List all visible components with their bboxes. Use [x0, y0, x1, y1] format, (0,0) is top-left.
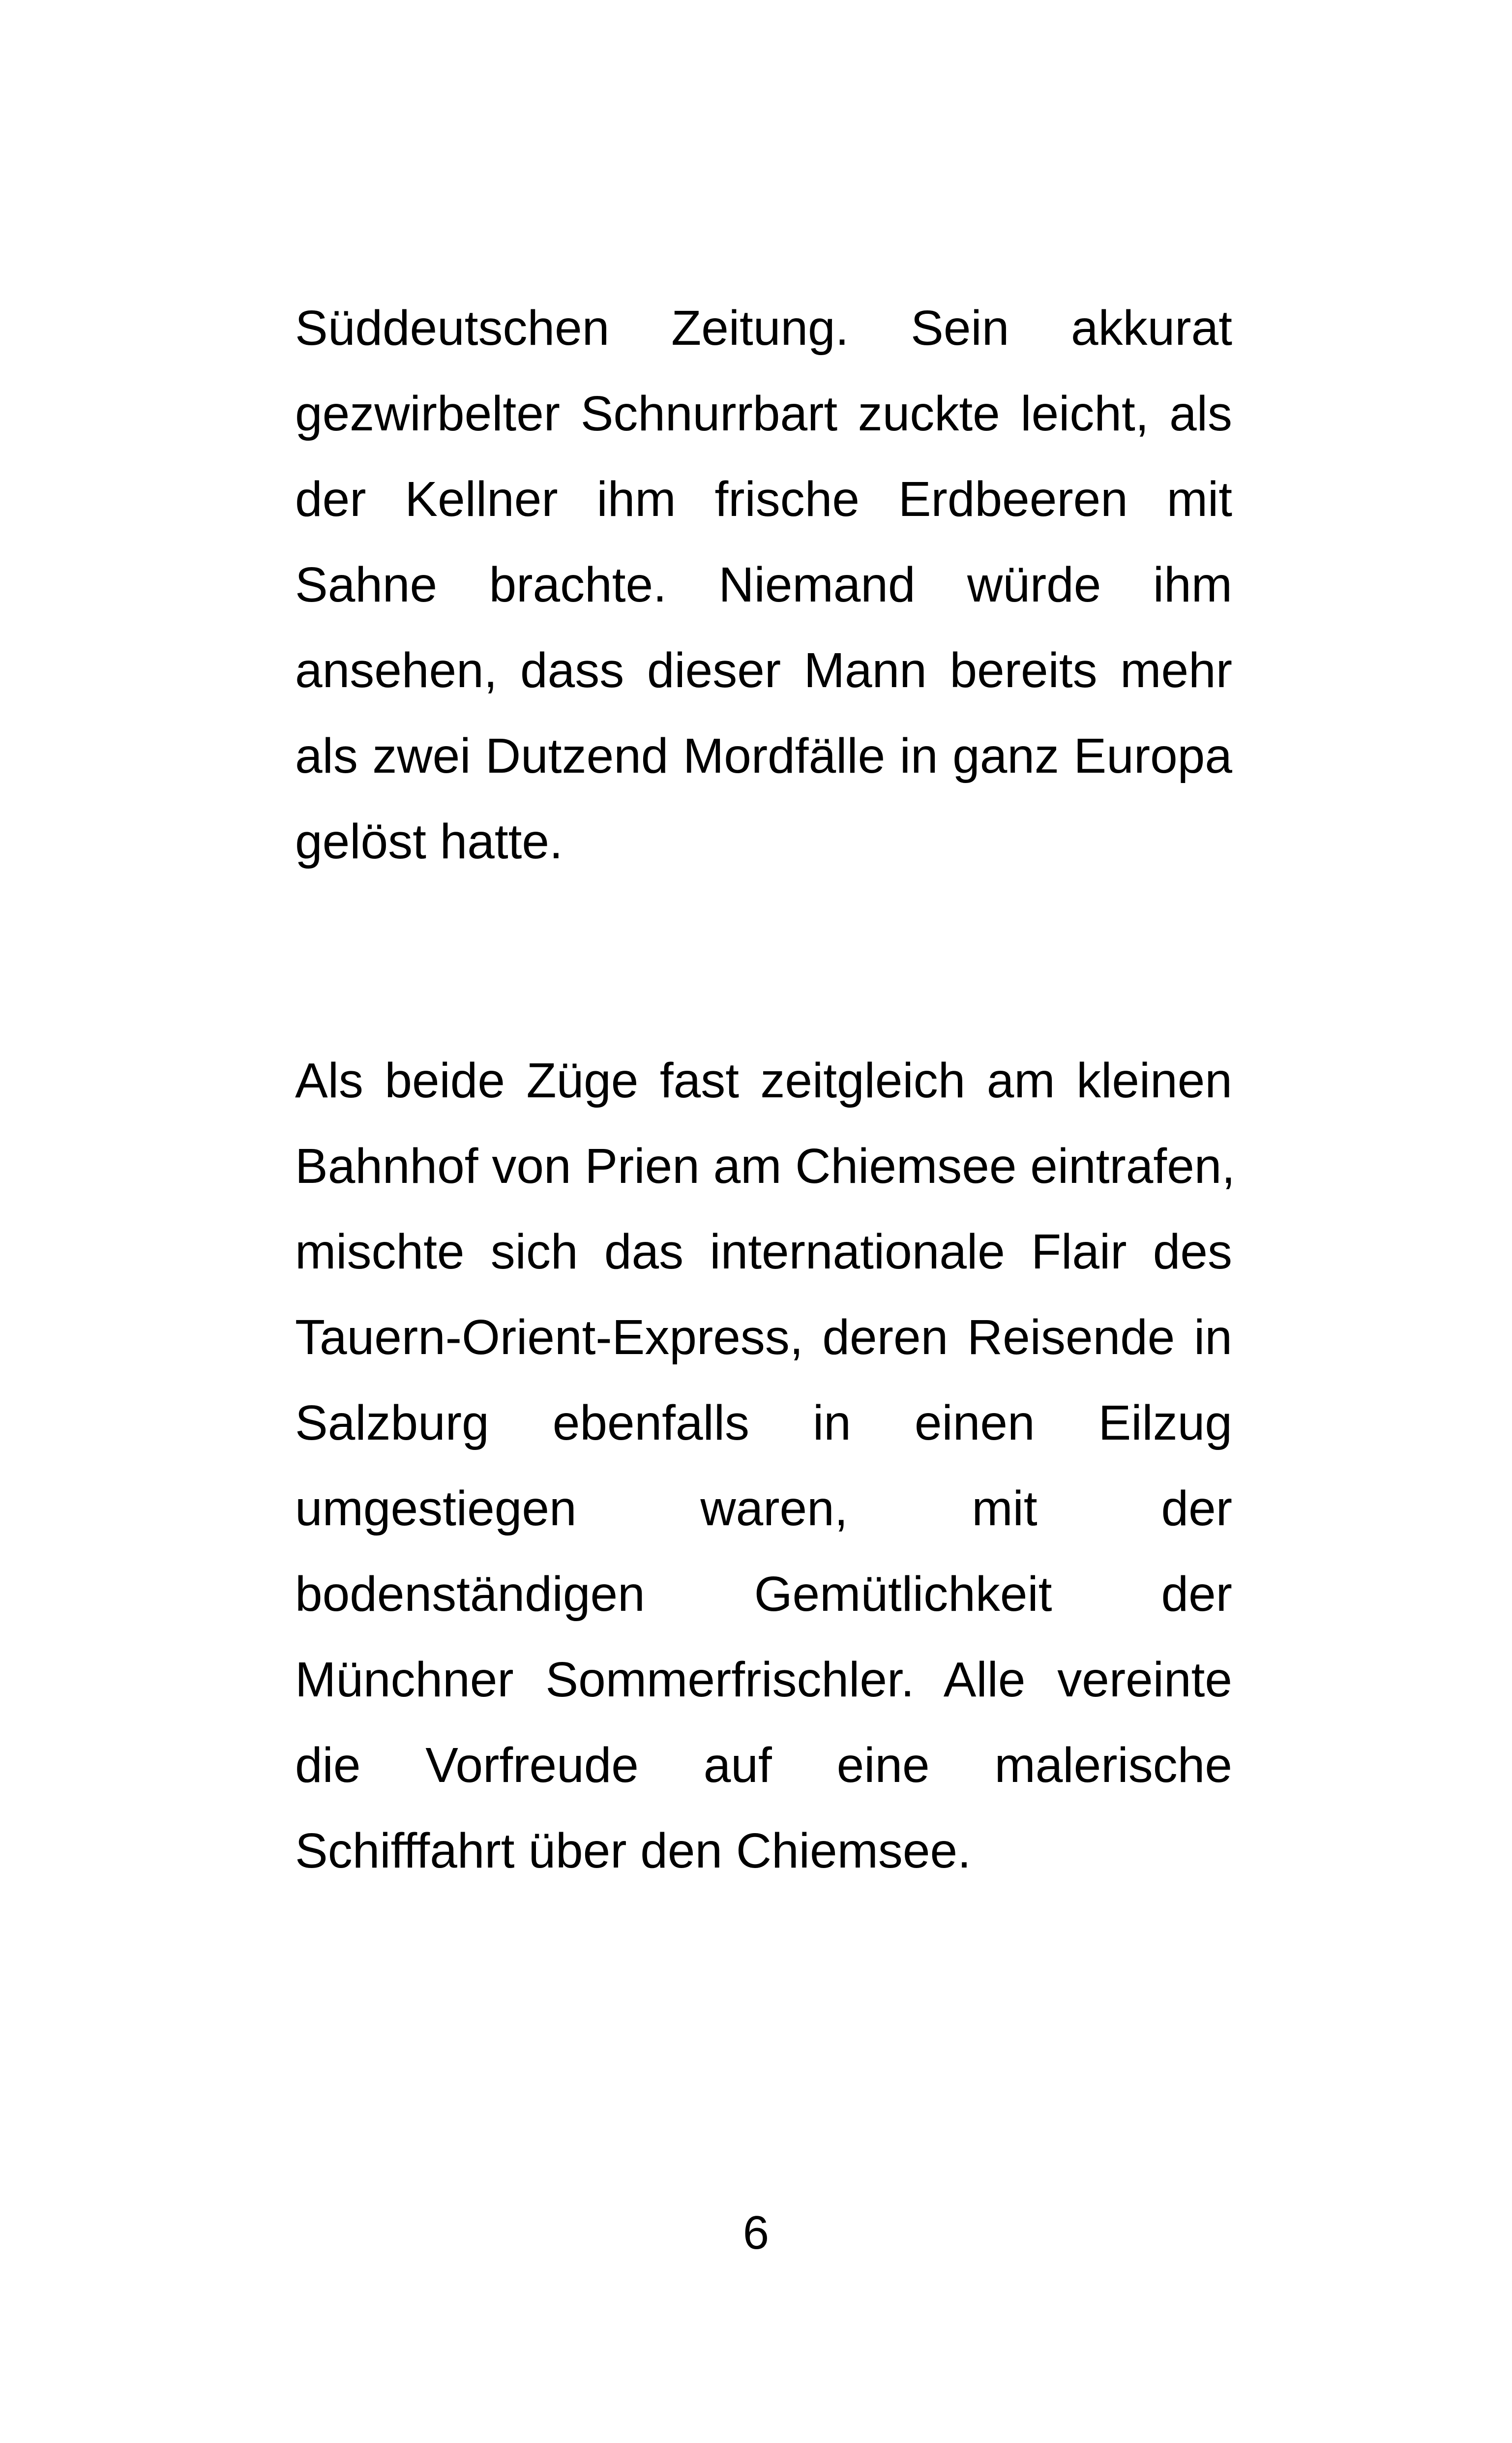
paragraph-line: Sahne brachte. Niemand würde ihm: [295, 557, 1232, 612]
paragraph-line: als zwei Dutzend Mordfälle in ganz Europa: [295, 728, 1232, 784]
paragraph-line: die Vorfreude auf eine malerische: [295, 1738, 1232, 1793]
paragraph-2: [295, 1038, 1236, 1894]
paragraph-line: Münchner Sommerfrischler. Alle vereinte: [295, 1652, 1232, 1707]
paragraph-line: gezwirbelter Schnurrbart zuckte leicht, als: [295, 386, 1232, 441]
paragraph-line: Süddeutschen Zeitung. Sein akkurat: [295, 301, 1232, 356]
paragraph-line: Bahnhof von Prien am Chiemsee eintrafen,: [295, 1139, 1236, 1194]
page-number: 6: [742, 2206, 770, 2259]
paragraph-1: [295, 285, 1232, 884]
paragraph-line: umgestiegen waren, mit der: [295, 1481, 1232, 1536]
paragraph-line: bodenständigen Gemütlichkeit der: [295, 1567, 1232, 1622]
paragraph-line: mischte sich das internationale Flair des: [295, 1224, 1232, 1279]
paragraph-line: Als beide Züge fast zeitgleich am kleinen: [295, 1053, 1232, 1108]
paragraph-line: Tauern-Orient-Express, deren Reisende in: [295, 1310, 1232, 1365]
paragraph-line: gelöst hatte.: [295, 814, 563, 869]
paragraph-line: ansehen, dass dieser Mann bereits mehr: [295, 643, 1232, 698]
paragraph-line: Schifffahrt über den Chiemsee.: [295, 1823, 971, 1878]
paragraph-line: der Kellner ihm frische Erdbeeren mit: [295, 472, 1232, 527]
paragraph-line: Salzburg ebenfalls in einen Eilzug: [295, 1395, 1232, 1450]
